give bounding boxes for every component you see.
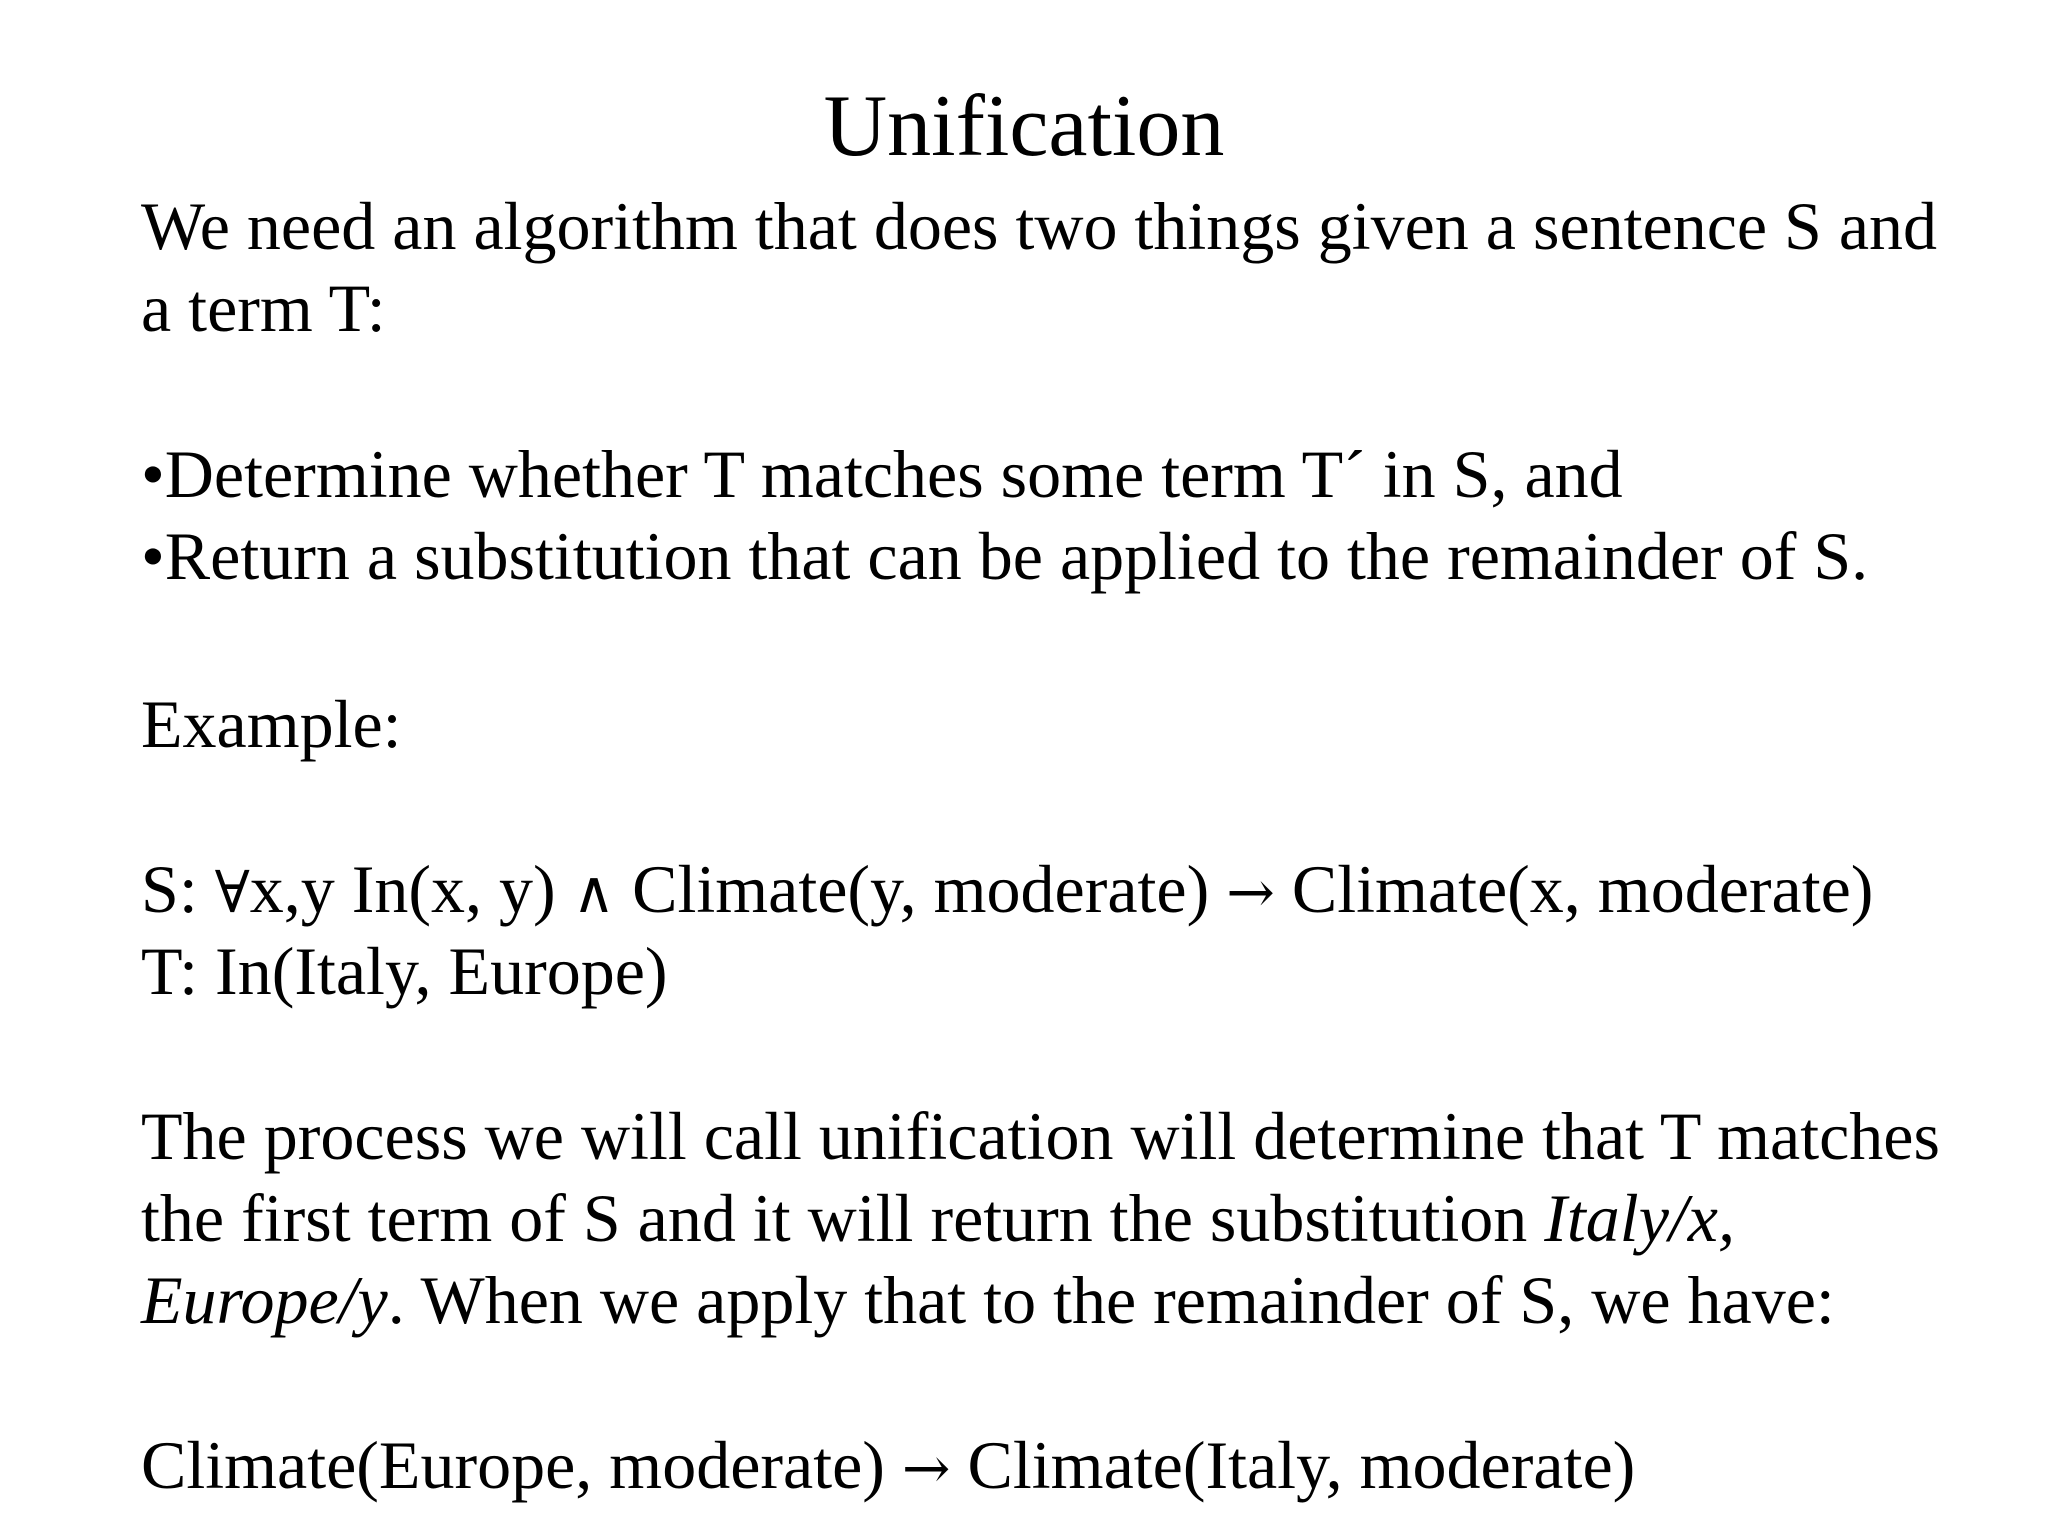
bullet-item-determine: •Determine whether T matches some term T´ in S, and — [141, 436, 1623, 512]
result-part-1: Climate(Europe, moderate) — [141, 1427, 902, 1503]
s-part-3: Climate(x, moderate) — [1274, 851, 1874, 927]
example-label: Example: — [141, 686, 402, 762]
explanation-paragraph — [141, 1095, 2021, 1341]
s-part-1: x,y In(x, y) — [249, 851, 573, 927]
implies-arrow-symbol: → — [1226, 858, 1275, 926]
substitution-europe: Europe/y — [141, 1262, 388, 1338]
bullet-item-return: •Return a substitution that can be applied to the remainder of S. — [141, 518, 1869, 594]
slide-title: Unification — [823, 78, 1225, 175]
explanation-line-1: The process we will call unification will determine that T matches — [141, 1098, 1940, 1174]
example-term-t: T: In(Italy, Europe) — [141, 933, 668, 1009]
result-arrow-symbol: → — [901, 1434, 951, 1502]
explanation-line-3 — [141, 1259, 2021, 1341]
result-line — [141, 1424, 2021, 1509]
intro-paragraph — [141, 185, 2021, 349]
example-sentence-s — [141, 848, 2021, 930]
explanation-line-3-text: . When we apply that to the remainder of S, we have: — [387, 1262, 1835, 1338]
result-part-2: Climate(Italy, moderate) — [950, 1427, 1636, 1503]
bullet-list — [141, 433, 2021, 597]
example-block — [141, 848, 2021, 1012]
explanation-line-2-text: the first term of S and it will return the substitution — [141, 1180, 1545, 1256]
explanation-line-2 — [141, 1177, 2021, 1259]
and-symbol: ∧ — [572, 858, 616, 926]
forall-symbol: ∀ — [214, 858, 250, 926]
intro-line-2: a term T: — [141, 270, 386, 346]
s-prefix: S: — [141, 851, 215, 927]
s-part-2: Climate(y, moderate) — [615, 851, 1227, 927]
intro-line-1: We need an algorithm that does two things given a sentence S and — [141, 188, 1938, 264]
substitution-italy: Italy/x, — [1544, 1180, 1735, 1256]
